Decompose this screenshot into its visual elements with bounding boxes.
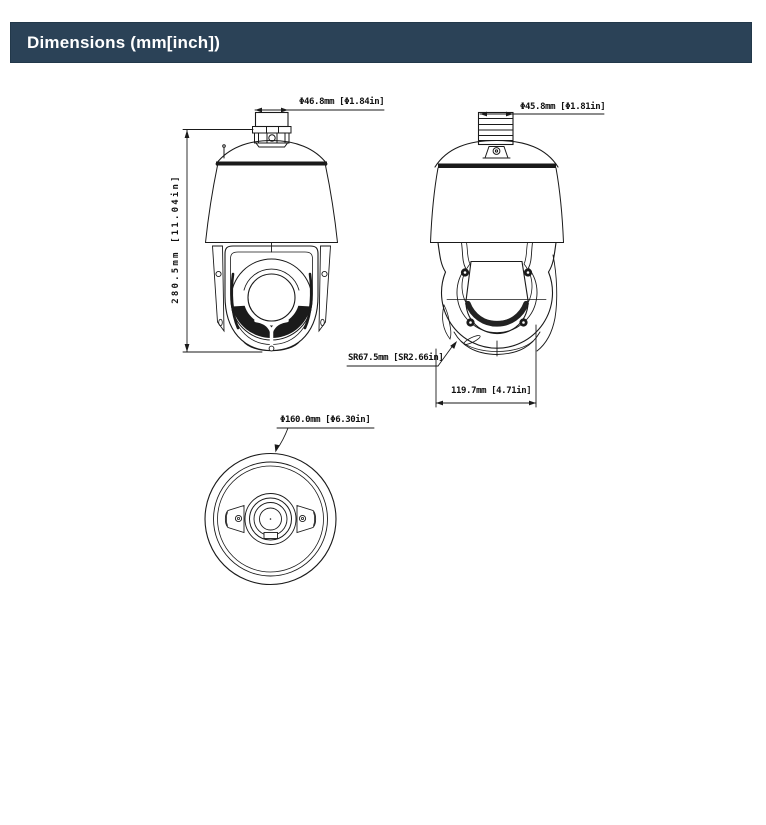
dim-label-sphere-radius: SR67.5mm [SR2.66in] (348, 353, 444, 363)
dimension-lines (183, 108, 604, 453)
dim-label-front-cap-diameter: Φ46.8mm [Φ1.84in] (299, 97, 385, 107)
bottom-view (205, 454, 336, 585)
side-view (431, 113, 564, 357)
dim-label-height: 280.5mm [11.04in] (171, 174, 181, 304)
section-title: Dimensions (mm[inch]) (27, 32, 221, 52)
front-view (206, 113, 338, 351)
dim-label-side-cap-diameter: Φ45.8mm [Φ1.81in] (520, 102, 606, 112)
dim-label-bottom-diameter: Φ160.0mm [Φ6.30in] (280, 415, 371, 425)
dim-label-base-width: 119.7mm [4.71in] (451, 386, 532, 396)
